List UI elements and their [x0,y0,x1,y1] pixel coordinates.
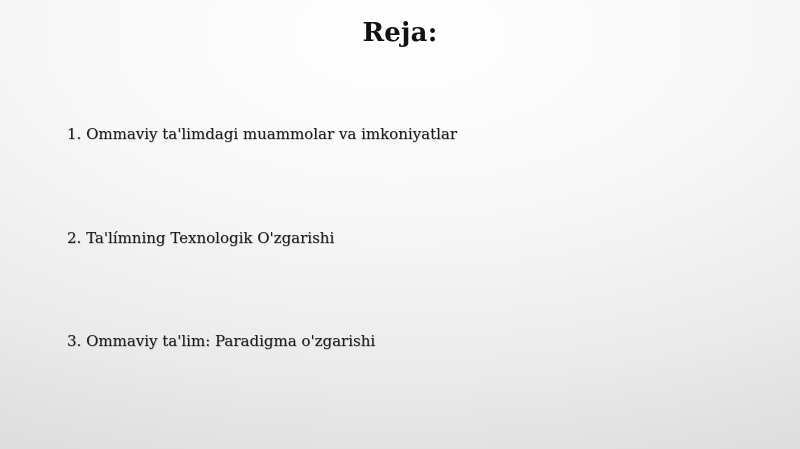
slide-title: Reja: [362,18,438,48]
agenda-item-3: 3. Ommaviy ta'lim: Paradigma o'zgarishi [67,332,376,350]
agenda-list [67,0,767,449]
agenda-item-2: 2. Ta'límning Texnologik O'zgarishi [67,229,335,247]
agenda-item-1: 1. Ommaviy ta'limdagi muammolar va imkoniyatlar [67,125,458,143]
